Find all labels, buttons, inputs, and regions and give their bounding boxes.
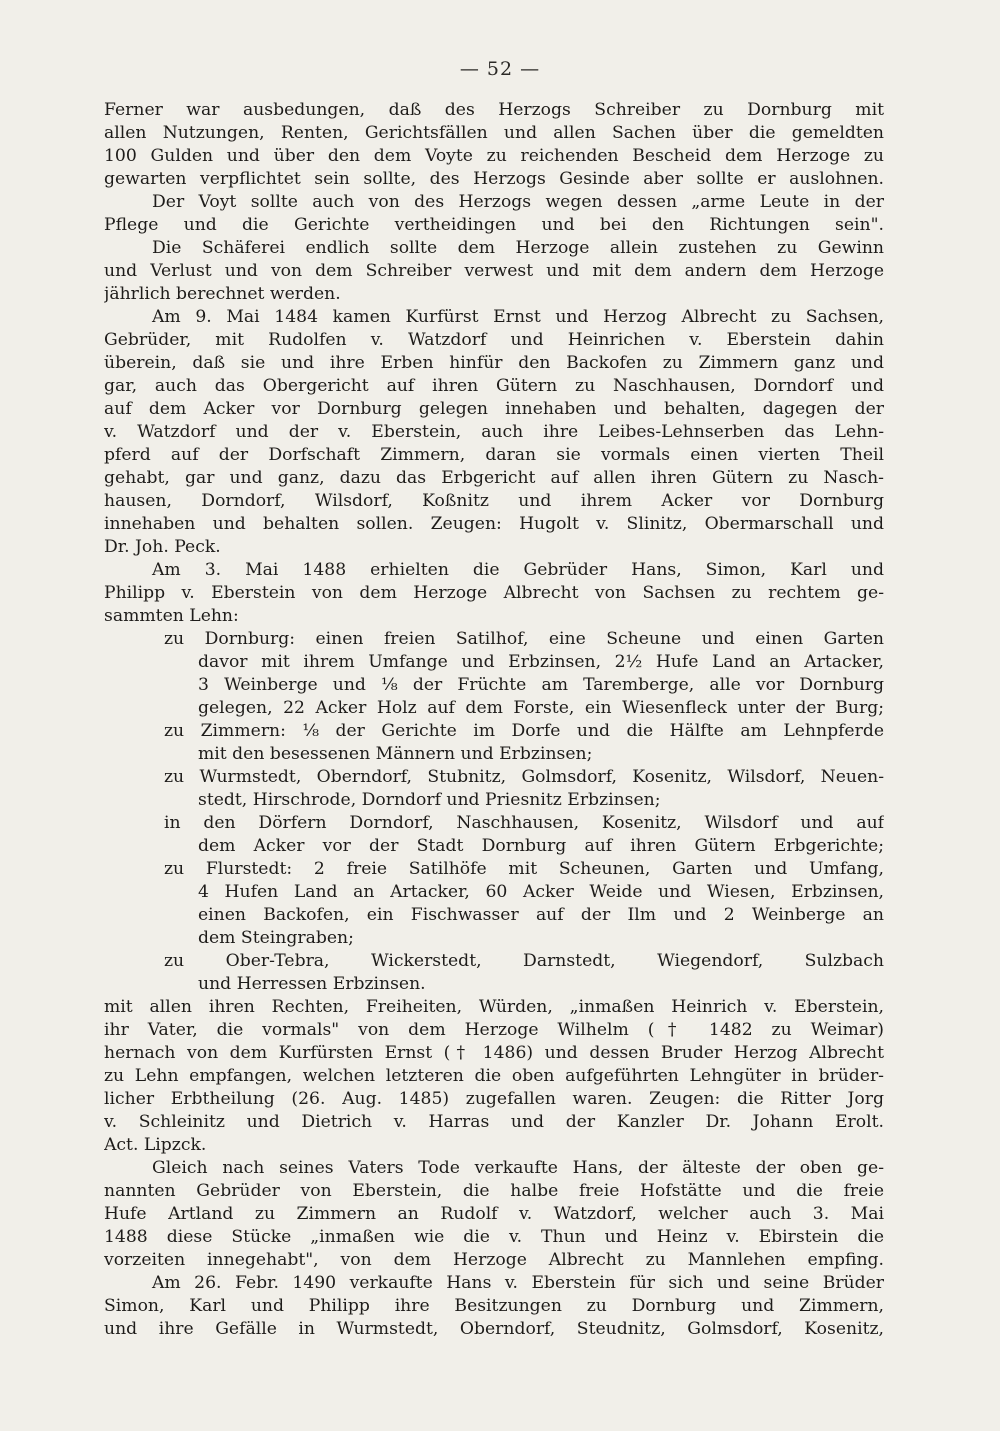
text-line: Philipp v. Eberstein von dem Herzoge Albrecht von Sachsen zu rechtem ge-	[104, 583, 884, 603]
text-line: zu Zimmern: ⅛ der Gerichte im Dorfe und die Hälfte am Lehnpferde	[164, 721, 884, 741]
text-line: Der Voyt sollte auch von des Herzogs wegen dessen „arme Leute in der	[152, 192, 884, 212]
text-line: Gleich nach seines Vaters Tode verkaufte Hans, der älteste der oben ge-	[152, 1158, 884, 1178]
text-line: mit allen ihren Rechten, Freiheiten, Würden, „inmaßen Heinrich v. Eberstein,	[104, 997, 884, 1017]
text-line: gar, auch das Obergericht auf ihren Gütern zu Naschhausen, Dorndorf und	[104, 376, 884, 396]
text-line: hausen, Dorndorf, Wilsdorf, Koßnitz und ihrem Acker vor Dornburg	[104, 491, 884, 511]
text-line: Hufe Artland zu Zimmern an Rudolf v. Watzdorf, welcher auch 3. Mai	[104, 1204, 884, 1224]
text-line: und ihre Gefälle in Wurmstedt, Oberndorf, Steudnitz, Golmsdorf, Kosenitz,	[104, 1319, 884, 1339]
text-line: 4 Hufen Land an Artacker, 60 Acker Weide und Wiesen, Erbzinsen,	[198, 882, 884, 902]
text-line: pferd auf der Dorfschaft Zimmern, daran sie vormals einen vierten Theil	[104, 445, 884, 465]
text-line: sammten Lehn:	[104, 606, 239, 626]
text-line: Simon, Karl und Philipp ihre Besitzungen zu Dornburg und Zimmern,	[104, 1296, 884, 1316]
text-line: Am 3. Mai 1488 erhielten die Gebrüder Hans, Simon, Karl und	[152, 560, 884, 580]
text-line: zu Dornburg: einen freien Satilhof, eine Scheune und einen Garten	[164, 629, 884, 649]
text-line: v. Schleinitz und Dietrich v. Harras und der Kanzler Dr. Johann Erolt.	[104, 1112, 884, 1132]
text-line: nannten Gebrüder von Eberstein, die halbe freie Hofstätte und die freie	[104, 1181, 884, 1201]
text-line: Act. Lipzck.	[104, 1135, 207, 1155]
text-line: gehabt, gar und ganz, dazu das Erbgericht auf allen ihren Gütern zu Nasch-	[104, 468, 884, 488]
text-line: stedt, Hirschrode, Dorndorf und Priesnitz Erbzinsen;	[198, 790, 661, 810]
text-line: mit den besessenen Männern und Erbzinsen;	[198, 744, 593, 764]
text-line: dem Steingraben;	[198, 928, 354, 948]
text-line: 3 Weinberge und ⅛ der Früchte am Taremberge, alle vor Dornburg	[198, 675, 884, 695]
text-line: innehaben und behalten sollen. Zeugen: Hugolt v. Slinitz, Obermarschall und	[104, 514, 884, 534]
text-line: zu Ober-Tebra, Wickerstedt, Darnstedt, Wiegendorf, Sulzbach	[164, 951, 884, 971]
text-line: licher Erbtheilung (26. Aug. 1485) zugefallen waren. Zeugen: die Ritter Jorg	[104, 1089, 884, 1109]
text-line: Pflege und die Gerichte vertheidingen und bei den Richtungen sein".	[104, 215, 884, 235]
text-line: zu Wurmstedt, Oberndorf, Stubnitz, Golmsdorf, Kosenitz, Wilsdorf, Neuen-	[164, 767, 884, 787]
text-line: allen Nutzungen, Renten, Gerichtsfällen und allen Sachen über die gemeldten	[104, 123, 884, 143]
text-line: Gebrüder, mit Rudolfen v. Watzdorf und Heinrichen v. Eberstein dahin	[104, 330, 884, 350]
text-line: jährlich berechnet werden.	[104, 284, 341, 304]
text-line: Am 9. Mai 1484 kamen Kurfürst Ernst und Herzog Albrecht zu Sachsen,	[152, 307, 884, 327]
text-line: ihr Vater, die vormals" von dem Herzoge Wilhelm († 1482 zu Weimar)	[104, 1020, 884, 1040]
page-number: — 52 —	[459, 58, 541, 80]
text-line: und Verlust und von dem Schreiber verwest und mit dem andern dem Herzoge	[104, 261, 884, 281]
text-line: hernach von dem Kurfürsten Ernst († 1486) und dessen Bruder Herzog Albrecht	[104, 1043, 884, 1063]
text-line: gelegen, 22 Acker Holz auf dem Forste, ein Wiesenfleck unter der Burg;	[198, 698, 884, 718]
text-line: dem Acker vor der Stadt Dornburg auf ihren Gütern Erbgerichte;	[198, 836, 884, 856]
text-line: 100 Gulden und über den dem Voyte zu reichenden Bescheid dem Herzoge zu	[104, 146, 884, 166]
text-line: überein, daß sie und ihre Erben hinfür den Backofen zu Zimmern ganz und	[104, 353, 884, 373]
text-line: einen Backofen, ein Fischwasser auf der Ilm und 2 Weinberge an	[198, 905, 884, 925]
text-line: zu Flurstedt: 2 freie Satilhöfe mit Scheunen, Garten und Umfang,	[164, 859, 884, 879]
text-line: davor mit ihrem Umfange und Erbzinsen, 2½ Hufe Land an Artacker,	[198, 652, 884, 672]
text-line: zu Lehn empfangen, welchen letzteren die oben aufgeführten Lehngüter in brüder-	[104, 1066, 884, 1086]
text-line: vorzeiten innegehabt", von dem Herzoge Albrecht zu Mannlehen empfing.	[104, 1250, 884, 1270]
text-line: in den Dörfern Dorndorf, Naschhausen, Kosenitz, Wilsdorf und auf	[164, 813, 884, 833]
text-line: Die Schäferei endlich sollte dem Herzoge allein zustehen zu Gewinn	[152, 238, 884, 258]
text-line: und Herressen Erbzinsen.	[198, 974, 426, 994]
body-text	[104, 99, 884, 1341]
text-line: v. Watzdorf und der v. Eberstein, auch ihre Leibes-Lehnserben das Lehn-	[104, 422, 884, 442]
text-line: Ferner war ausbedungen, daß des Herzogs Schreiber zu Dornburg mit	[104, 100, 884, 120]
text-line: auf dem Acker vor Dornburg gelegen innehaben und behalten, dagegen der	[104, 399, 884, 419]
text-line: Dr. Joh. Peck.	[104, 537, 221, 557]
text-line: Am 26. Febr. 1490 verkaufte Hans v. Eberstein für sich und seine Brüder	[152, 1273, 884, 1293]
text-line: 1488 diese Stücke „inmaßen wie die v. Thun und Heinz v. Ebirstein die	[104, 1227, 884, 1247]
text-line: gewarten verpflichtet sein sollte, des Herzogs Gesinde aber sollte er auslohnen.	[104, 169, 884, 189]
